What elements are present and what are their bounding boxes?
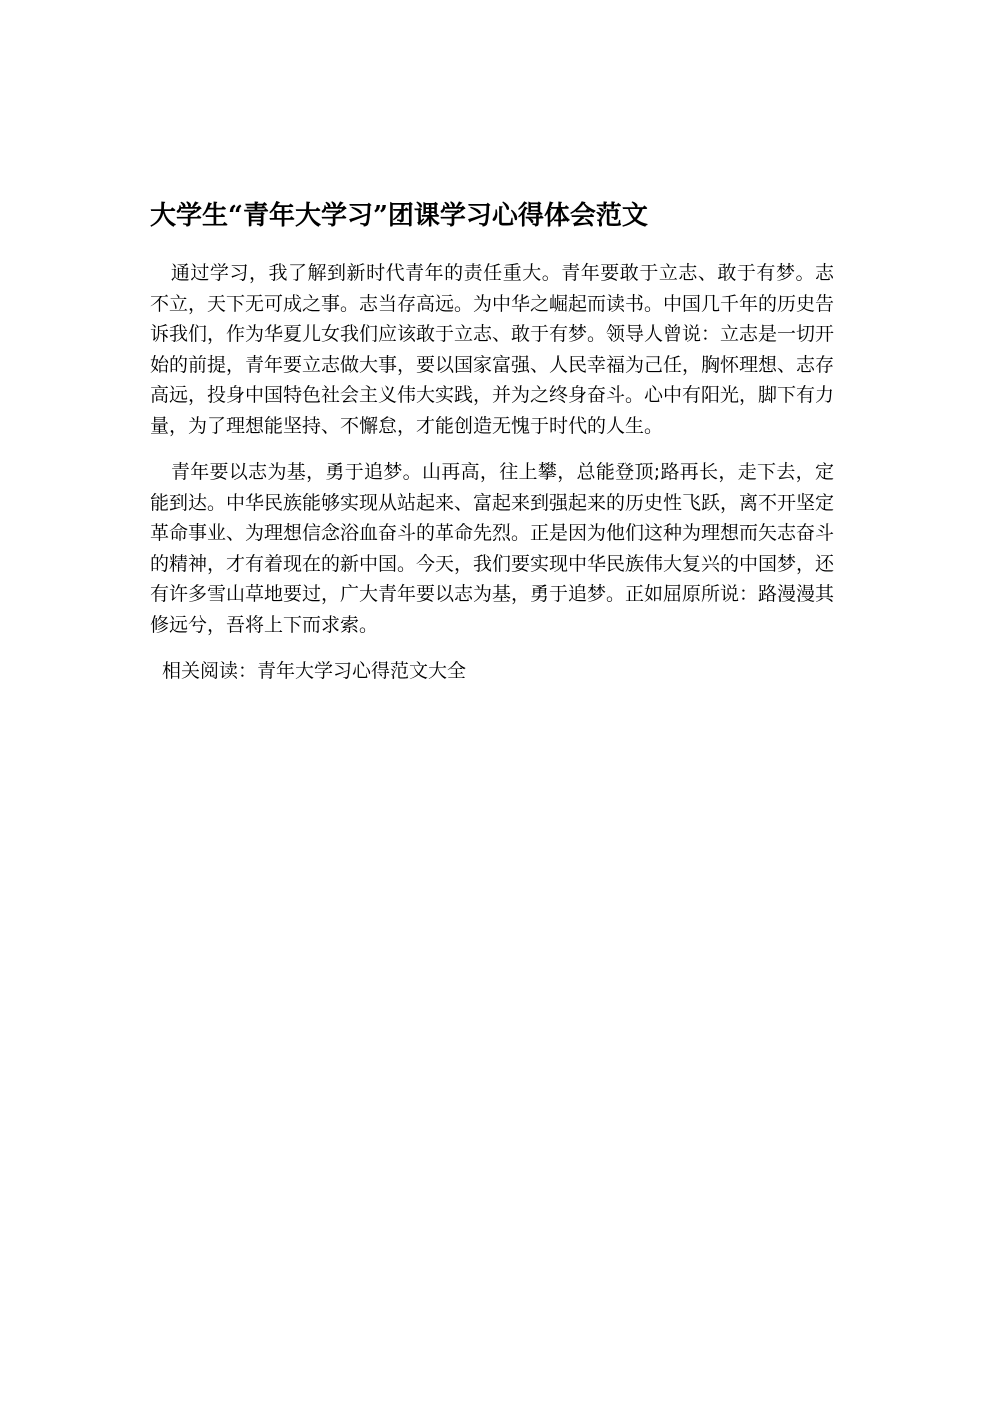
- paragraph-2: 青年要以志为基，勇于追梦。山再高，往上攀，总能登顶;路再长，走下去，定能到达。中华民族能够实现从站起来、富起来到强起来的历史性飞跃，离不开坚定革命事业、为理想信念浴血奋斗的革命先烈。正是因为他们这种为理想而矢志奋斗的精神，才有着现在的新中国。今天，我们要实现中华民族伟大复兴的中国梦，还有许多雪山草地要过，广大青年要以志为基，勇于追梦。正如屈原所说：路漫漫其修远兮，吾将上下而求索。: [150, 461, 835, 636]
- document-page: [150, 196, 834, 686]
- paragraph-1: 通过学习，我了解到新时代青年的责任重大。青年要敢于立志、敢于有梦。志不立，天下无可成之事。志当存高远。为中华之崛起而读书。中国几千年的历史告诉我们，作为华夏儿女我们应该敢于立志、敢于有梦。领导人曾说：立志是一切开始的前提，青年要立志做大事，要以国家富强、人民幸福为己任，胸怀理想、志存高远，投身中国特色社会主义伟大实践，并为之终身奋斗。心中有阳光，脚下有力量，为了理想能坚持、不懈怠，才能创造无愧于时代的人生。: [150, 262, 835, 437]
- document-title: 大学生“青年大学习”团课学习心得体会范文: [150, 201, 648, 231]
- related-reading-link[interactable]: 相关阅读：青年大学习心得范文大全: [162, 660, 467, 682]
